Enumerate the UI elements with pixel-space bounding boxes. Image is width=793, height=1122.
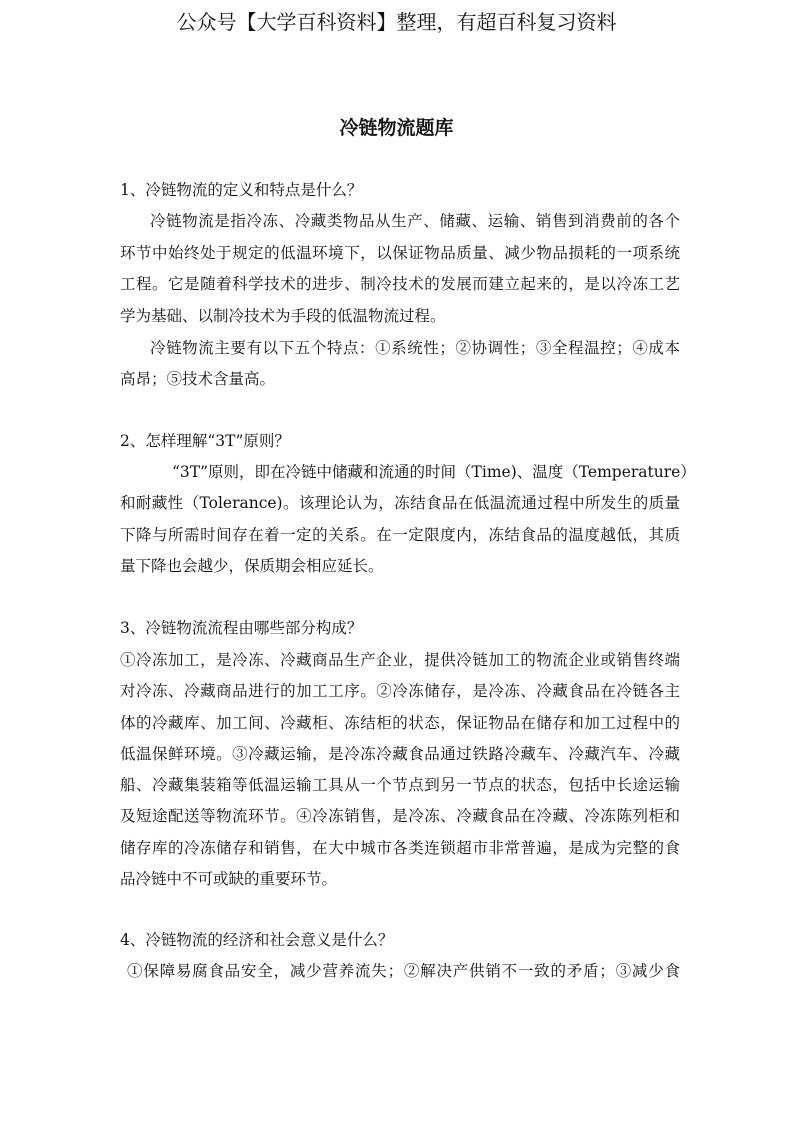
answer-line: ①保障易腐食品安全，减少营养流失；②解决产供销不一致的矛盾；③减少食 xyxy=(127,962,680,980)
answer-line: 工程。它是随着科学技术的进步、制冷技术的发展而建立起来的，是以冷冻工艺 xyxy=(120,275,680,293)
answer-line: 量下降也会越少，保质期会相应延长。 xyxy=(120,557,384,575)
document-title: 冷链物流题库 xyxy=(339,117,454,139)
answer-line: 下降与所需时间存在着一定的关系。在一定限度内，冻结食品的温度越低，其质 xyxy=(120,526,680,544)
answer-line: 和耐藏性（Tolerance)。该理论认为，冻结食品在低温流通过程中所发生的质量 xyxy=(120,494,680,512)
answer-line: “3T”原则，即在冷链中储藏和流通的时间（Time)、温度（Temperature） xyxy=(172,463,696,481)
question-1: 1、冷链物流的定义和特点是什么？ xyxy=(120,181,363,199)
answer-line: 船、冷藏集装箱等低温运输工具从一个节点到另一节点的状态，包括中长途运输 xyxy=(120,776,680,794)
question-3: 3、冷链物流流程由哪些部分构成？ xyxy=(120,619,363,637)
answer-line: 冷链物流主要有以下五个特点：①系统性；②协调性；③全程温控；④成本 xyxy=(150,339,680,357)
question-2: 2、怎样理解“3T”原则？ xyxy=(120,432,290,450)
answer-line: 体的冷藏库、加工间、冷藏柜、冻结柜的状态，保证物品在储存和加工过程中的 xyxy=(120,714,680,732)
answer-line: 对冷冻、冷藏商品进行的加工工序。②冷冻储存，是冷冻、冷藏食品在冷链各主 xyxy=(120,682,680,700)
answer-line: 储存库的冷冻储存和销售，在大中城市各类连锁超市非常普遍，是成为完整的食 xyxy=(120,839,680,857)
answer-line: 环节中始终处于规定的低温环境下，以保证物品质量、减少物品损耗的一项系统 xyxy=(120,244,680,262)
answer-line: ①冷冻加工，是冷冻、冷藏商品生产企业，提供冷链加工的物流企业或销售终端 xyxy=(120,651,680,669)
answer-line: 高昂；⑤技术含量高。 xyxy=(120,370,276,388)
answer-line: 品冷链中不可或缺的重要环节。 xyxy=(120,870,338,888)
answer-line: 冷链物流是指冷冻、冷藏类物品从生产、储藏、运输、销售到消费前的各个 xyxy=(150,212,680,230)
page-header-watermark: 公众号【大学百科资料】整理，有超百科复习资料 xyxy=(176,10,617,34)
answer-line: 低温保鲜环境。③冷藏运输，是冷冻冷藏食品通过铁路冷藏车、冷藏汽车、冷藏 xyxy=(120,745,680,763)
answer-line: 学为基础、以制冷技术为手段的低温物流过程。 xyxy=(120,307,446,325)
answer-line: 及短途配送等物流环节。④冷冻销售，是冷冻、冷藏食品在冷藏、冷冻陈列柜和 xyxy=(120,807,680,825)
question-4: 4、冷链物流的经济和社会意义是什么？ xyxy=(120,931,394,949)
